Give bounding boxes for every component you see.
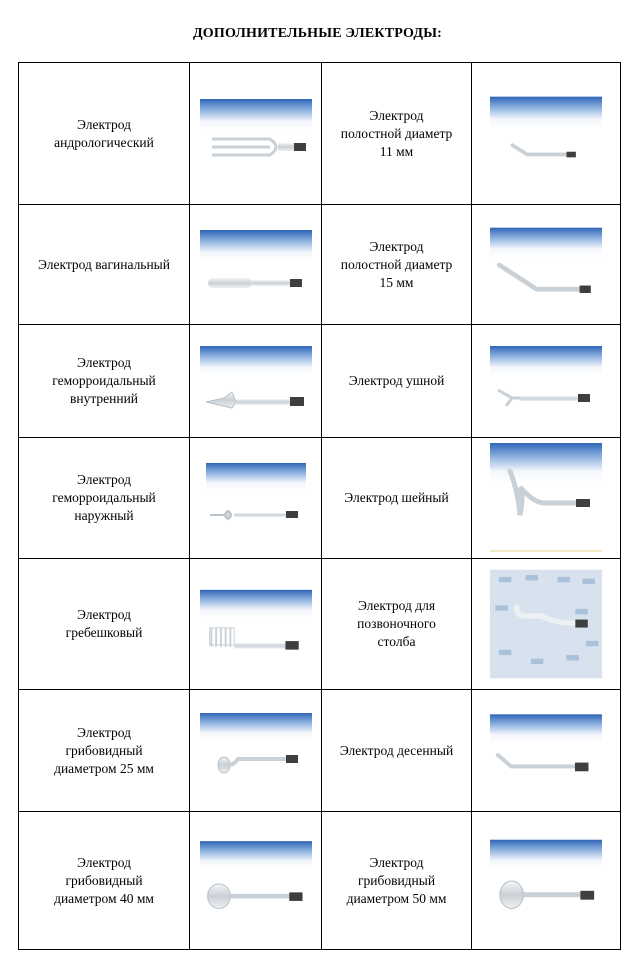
electrode-name: Электрод шейный: [344, 490, 449, 505]
electrode-photo-cell: [472, 63, 621, 205]
cavity-electrode-15mm-photo: [490, 225, 602, 305]
mushroom-electrode-50mm-photo: [490, 839, 602, 923]
electrode-name: Электрод вагинальный: [38, 256, 170, 272]
vaginal-electrode-photo: [200, 230, 312, 300]
electrode-name-cell: [322, 812, 472, 950]
electrode-name-cell: [19, 63, 190, 205]
comb-electrode-photo: [200, 588, 312, 660]
electrode-name: Электрод грибовидный диаметром 40 мм: [54, 854, 154, 906]
neck-electrode-photo: [490, 443, 602, 553]
electrode-name-cell: [19, 559, 190, 690]
electrode-photo-cell: [190, 438, 322, 559]
table-row: [19, 559, 621, 690]
electrode-name: Электрод полостной диаметр 15 мм: [340, 238, 453, 290]
electrode-name: Электрод геморроидальный внутренний: [52, 355, 156, 406]
table-row: [19, 205, 621, 325]
electrode-name-cell: [19, 812, 190, 950]
electrode-name-cell: [322, 559, 472, 690]
electrode-photo-cell: [190, 559, 322, 690]
electrode-photo-cell: [190, 690, 322, 812]
electrode-name-cell: [19, 205, 190, 325]
table-row: [19, 812, 621, 950]
electrode-name: Электрод грибовидный диаметром 25 мм: [54, 724, 154, 776]
electrode-name-cell: [19, 325, 190, 438]
electrode-photo-cell: [472, 812, 621, 950]
electrode-name-cell: [19, 690, 190, 812]
mushroom-electrode-25mm-photo: [200, 713, 312, 789]
ear-electrode-photo: [490, 346, 602, 416]
electrode-name: Электрод полостной диаметр 11 мм: [340, 107, 453, 159]
electrode-name-cell: [322, 63, 472, 205]
electrode-photo-cell: [190, 325, 322, 438]
electrode-photo-cell: [472, 205, 621, 325]
gum-electrode-photo: [490, 713, 602, 789]
table-row: [19, 325, 621, 438]
electrode-photo-cell: [472, 438, 621, 559]
electrode-photo-cell: [472, 690, 621, 812]
electrode-name: Электрод для позвоночного столба: [357, 598, 436, 649]
electrode-name-cell: [322, 325, 472, 438]
table-row: [19, 63, 621, 205]
external-hemorrhoidal-electrode-photo: [200, 463, 312, 533]
page-title: ДОПОЛНИТЕЛЬНЫЕ ЭЛЕКТРОДЫ:: [192, 26, 443, 41]
electrode-name-cell: [322, 438, 472, 559]
electrode-name-cell: [322, 690, 472, 812]
electrode-photo-cell: [190, 205, 322, 325]
internal-hemorrhoidal-electrode-photo: [200, 346, 312, 416]
table-row: [19, 690, 621, 812]
electrode-photo-cell: [472, 325, 621, 438]
electrode-name-cell: [19, 438, 190, 559]
electrode-name: Электрод ушной: [348, 373, 445, 388]
electrode-photo-cell: [190, 63, 322, 205]
spine-electrode-photo: [490, 563, 602, 685]
electrode-name: Электрод десенный: [339, 742, 454, 758]
electrode-name: Электрод андрологический: [54, 116, 154, 150]
table-row: [19, 438, 621, 559]
electrode-name: Электрод грибовидный диаметром 50 мм: [346, 854, 447, 906]
electrode-photo-cell: [190, 812, 322, 950]
electrode-name: Электрод геморроидальный наружный: [52, 472, 156, 523]
electrode-name-cell: [322, 205, 472, 325]
cavity-electrode-11mm-photo: [490, 94, 602, 174]
electrodes-table: [18, 62, 621, 950]
electrode-photo-cell: [472, 559, 621, 690]
andrological-electrode-photo: [200, 99, 312, 169]
mushroom-electrode-40mm-photo: [200, 839, 312, 923]
electrode-name: Электрод гребешковый: [65, 607, 143, 640]
